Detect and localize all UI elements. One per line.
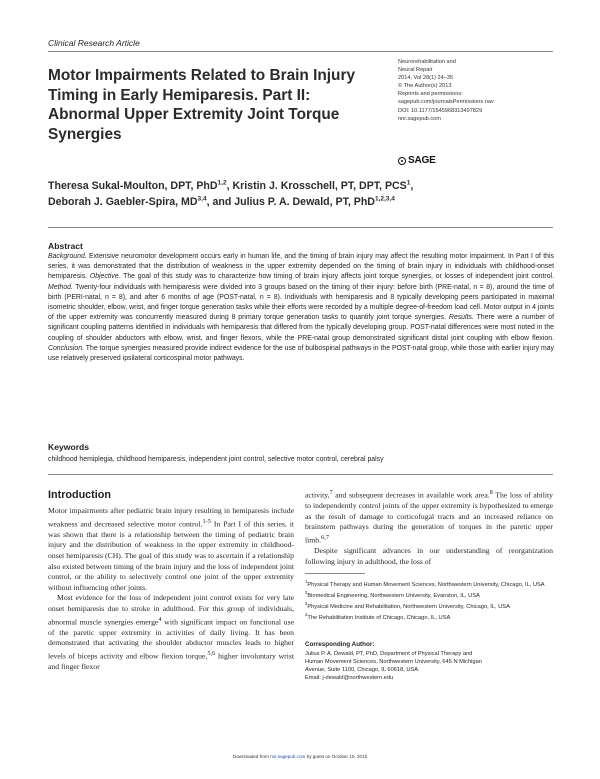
body-text: The loss of ability to independently control joints of the upper extremity is hypothesized to emerge as the result of damage to corticofugal tracts and an increased reliance on brainstem pathways during the generation of torques in the paretic upper limb. [305, 490, 553, 545]
citation-sup: 5,6 [207, 649, 216, 657]
affiliation-text: Physical Therapy and Human Movement Sciences, Northwestern University, Chicago, IL, USA [307, 581, 545, 588]
author-affil-sup: 1 [406, 179, 411, 187]
body-text: and subsequent decreases in available work area. [332, 490, 490, 500]
sage-logo-text: SAGE [408, 155, 436, 166]
abstract-label-results: Results. [446, 314, 474, 322]
affiliation-item [305, 578, 545, 589]
affiliation-item [305, 600, 545, 611]
citation-sup: 4 [158, 615, 162, 623]
journal-meta [398, 58, 558, 123]
keywords-list: childhood hemiplegia, childhood hemiparesis, independent joint control, selective motor control, cerebral palsy [48, 456, 384, 463]
body-text: Most evidence for the loss of independent joint control exists for very late onset hemiparesis due to stroke in adulthood. For this group of individuals, abnormal muscle synergies emerge [48, 593, 294, 627]
abstract-text: The torque synergies measured provide indirect evidence for the use of bulbospinal pathways in the POST-natal group, while those with earlier injury may use relatively preserved ipsilateral corticospinal motor pathways. [48, 344, 554, 363]
abstract-label-conclusion: Conclusion. [48, 344, 85, 352]
journal-meta-line: sagepub.com/journalsPermissions.nav [398, 99, 494, 106]
body-paragraph [48, 593, 294, 672]
abstract-rule [48, 227, 553, 228]
citation-sup: 6,7 [321, 533, 330, 541]
download-footer [0, 754, 600, 759]
body-text: with significant impact on functional use of the paretic upper extremity in activities of daily living. It has been demonstrated that activating the shoulder abductor muscles leads to higher levels of biceps activity and elbow flexion torque, [48, 617, 294, 661]
body-text: Motor impairments after pediatric brain injury resulting in hemiparesis include weakness and decreased selective motor control. [48, 506, 294, 529]
affiliation-sup: 3 [305, 600, 308, 606]
body-paragraph [48, 506, 294, 593]
abstract-text: The goal of this study was to characterize how timing of brain injury affects joint torque synergies, or losses of independent joint control. [120, 273, 555, 281]
affiliation-sup: 1 [305, 579, 308, 584]
author-name: , Kristin J. Krosschell, PT, DPT, PCS [226, 180, 407, 192]
introduction-heading: Introduction [48, 489, 111, 501]
article-title: Motor Impairments Related to Brain Injury Timing in Early Hemiparesis. Part II: Abnormal Upper Extremity Joint Torque Synergies [48, 67, 356, 143]
author-affil-sup: 1,2,3,4 [374, 195, 395, 203]
header-rule [48, 51, 553, 52]
affiliation-item [305, 589, 545, 600]
abstract-text: There were a number of significant coupling patterns identified in individuals with hemiparesis that differed from the typically developing group. POST-natal differences were most noted in the coupling of shoulder abductors with elbow, wrist, and finger flexors, while the PRE-natal group demonstrated significant distal joint coupling with elbow flexion. [48, 314, 555, 342]
affiliation-text: Physical Medicine and Rehabilitation, Northwestern University, Chicago, IL, USA [307, 603, 510, 610]
journal-meta-line: © The Author(s) 2013 [398, 83, 452, 90]
footer-link[interactable]: nnr.sagepub.com [270, 754, 306, 759]
affiliation-text: The Rehabilitation Institute of Chicago, Chicago, IL, USA [307, 614, 451, 621]
body-paragraph [305, 488, 553, 546]
footer-suffix: by guest on October 10, 2015 [306, 754, 368, 759]
body-column-right [305, 488, 553, 567]
journal-meta-line: Neural Repair [398, 67, 433, 74]
corresponding-author [305, 650, 545, 682]
author-name: Theresa Sukal-Moulton, DPT, PhD [48, 180, 218, 192]
citation-sup: 7 [329, 489, 333, 496]
body-paragraph: Despite significant advances in our understanding of reorganization following injury in adulthood, the loss of [305, 546, 553, 566]
sage-logo-icon [398, 157, 406, 165]
body-text: activity, [305, 490, 330, 500]
affiliation-text: Biomedical Engineering, Northwestern University, Evanston, IL, USA [307, 592, 480, 599]
citation-sup: 1-5 [202, 517, 211, 525]
abstract-text: Twenty-four individuals with hemiparesis were divided into 3 groups based on the timing of their injury: before birth (PRE-natal, n = 8), around the time of birth (PERI-natal, n = 8), and after 6 months of age (POST-natal, n = 8). Individuals with hemiparesis and 8 typically developing peers participated in maximal isometric shoulder, elbow, wrist, and finger torque generation tasks while their efforts were recorded by a multiple degree-of-freedom load cell. Motor output in 4 joints of the upper extremity was concurrently measured during 8 primary torque generation tasks to quantify joint torque synergies. [48, 283, 554, 322]
abstract-label-method: Method. [48, 283, 73, 291]
journal-meta-line: Neurorehabilitation and [398, 59, 456, 65]
affiliation-sup: 4 [305, 611, 308, 617]
author-affil-sup: 3,4 [197, 195, 207, 203]
body-column-left [48, 506, 294, 673]
citation-sup: 8 [489, 489, 493, 496]
body-text: In Part I of this series, it was shown that there is a relationship between the timing of pediatric brain injury and the distribution of weakness in the upper extremity in childhood-onset hemiparesis (CH). The goal of this study was to ascertain if a relationship also existed between timing of the brain injury and the loss of independent joint control, or the ability to selectively control one joint of the upper extremity without influencing other joints. [48, 519, 295, 592]
author-affil-sup: 1,2 [217, 179, 227, 187]
author-name: Deborah J. Gaebler-Spira, MD [48, 196, 198, 208]
corresponding-line: Human Movement Sciences, Northwestern University, 645 N Michigan [305, 659, 482, 665]
corresponding-line: Julius P. A. Dewald, PT, PhD, Department of Physical Therapy and [305, 651, 473, 657]
author-separator: , [410, 180, 414, 192]
author-name: , and Julius P. A. Dewald, PT, PhD [206, 196, 375, 208]
abstract-text: Extensive neuromotor development occurs early in human life, and the timing of brain injury may affect the resulting motor impairment. In Part I of this series, it was demonstrated that the distribution of weakness in the upper extremity depended on the timing of brain injury in individuals with childhood-onset hemiparesis. [48, 253, 554, 281]
journal-meta-line: DOI: 10.1177/1545968313497829 [398, 107, 483, 114]
body-text: higher involuntary wrist and finger flexor [48, 651, 294, 671]
body-rule [48, 474, 553, 475]
abstract-body [48, 252, 554, 364]
author-list [48, 178, 548, 210]
footnote-rule [305, 573, 365, 574]
journal-meta-line: nnr.sagepub.com [398, 115, 441, 122]
footer-prefix: Downloaded from [232, 754, 269, 759]
corresponding-email: Email: j-dewald@northwestern.edu [305, 675, 394, 681]
abstract-label-background: Background. [48, 253, 87, 260]
corresponding-author-heading: Corresponding Author: [305, 641, 375, 648]
journal-meta-line: Reprints and permissions: [398, 91, 463, 98]
corresponding-line: Avenue, Suite 1100, Chicago, IL 60618, USA. [305, 667, 420, 673]
affiliations [305, 578, 545, 622]
sage-logo [398, 155, 436, 166]
abstract-label-objective: Objective. [87, 273, 121, 281]
affiliation-sup: 2 [305, 589, 308, 595]
affiliation-item [305, 611, 545, 622]
article-type-label: Clinical Research Article [48, 38, 140, 48]
journal-meta-line: 2014, Vol 28(1) 24–35 [398, 75, 454, 82]
abstract-heading: Abstract [48, 241, 83, 251]
keywords-heading: Keywords [48, 442, 90, 452]
